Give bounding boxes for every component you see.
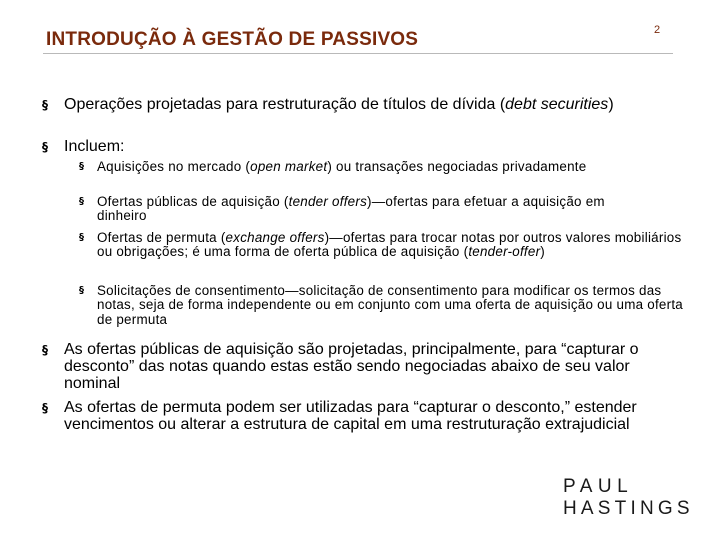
bullet-text: Aquisições no mercado (: [97, 159, 251, 174]
bullet-text: As ofertas públicas de aquisição são projetadas, principalmente, para “capturar o desconto” das notas quando estas estão sendo negociadas abaixo de seu valor nominal: [64, 341, 639, 392]
square-bullet-icon: §: [79, 285, 85, 296]
bullet-text: Operações projetadas para restruturação de títulos de dívida (: [64, 96, 506, 113]
bullet-text: ) ou transações negociadas privadamente: [327, 159, 587, 174]
square-bullet-icon: §: [79, 232, 85, 243]
square-bullet-icon: §: [42, 140, 48, 154]
bullet-text: ): [540, 244, 546, 260]
bullet-emphasis: debt securities: [505, 96, 609, 113]
bullet-text: Solicitações de consentimento—solicitação de consentimento para modificar os termos das notas, seja de forma independente ou em conjunto com uma oferta de aquisição ou uma oferta de permuta: [97, 283, 684, 327]
sub-bullet-ofertas-permuta: [79, 230, 697, 260]
bullet-emphasis: tender-offer: [468, 244, 541, 260]
bullet-text: ): [608, 96, 614, 113]
square-bullet-icon: §: [79, 161, 85, 172]
bullet-item-incluem: [42, 138, 664, 155]
bullet-item-ofertas-publicas: [42, 341, 674, 392]
sub-bullet-ofertas-publicas: [79, 194, 637, 224]
bullet-emphasis: exchange offers: [225, 230, 325, 245]
bullet-text: Ofertas públicas de aquisição (: [97, 194, 289, 209]
paul-hastings-logo: [563, 477, 694, 519]
slide-title: INTRODUÇÃO À GESTÃO DE PASSIVOS: [46, 29, 419, 50]
square-bullet-icon: §: [79, 196, 85, 207]
sub-bullet-aquisicoes: [79, 159, 607, 174]
bullet-emphasis: open market: [250, 159, 328, 174]
bullet-text: )—ofertas para efetuar a aquisição em dinheiro: [97, 194, 605, 224]
square-bullet-icon: §: [42, 98, 48, 112]
bullet-text: Incluem:: [64, 138, 125, 155]
bullet-emphasis: tender offers: [288, 194, 368, 209]
bullet-text: As ofertas de permuta podem ser utilizadas para “capturar o desconto,” estender vencimentos ou alterar a estrutura de capital em uma restruturação extrajudicial: [64, 399, 637, 433]
sub-bullet-solicitacoes: [79, 283, 687, 327]
square-bullet-icon: §: [42, 401, 48, 415]
bullet-item-ofertas-permuta: [42, 399, 704, 433]
bullet-item-operacoes: [42, 96, 664, 113]
logo-line-1: PAUL: [563, 476, 634, 497]
title-divider: [43, 53, 673, 54]
square-bullet-icon: §: [42, 343, 48, 357]
logo-line-2: HASTINGS: [563, 498, 694, 519]
bullet-text: Ofertas de permuta (: [97, 230, 226, 245]
page-number: 2: [654, 24, 661, 36]
bullet-text: )—ofertas para trocar notas por outros valores mobiliários ou obrigações; é uma forma de oferta pública de aquisição (: [97, 230, 682, 260]
